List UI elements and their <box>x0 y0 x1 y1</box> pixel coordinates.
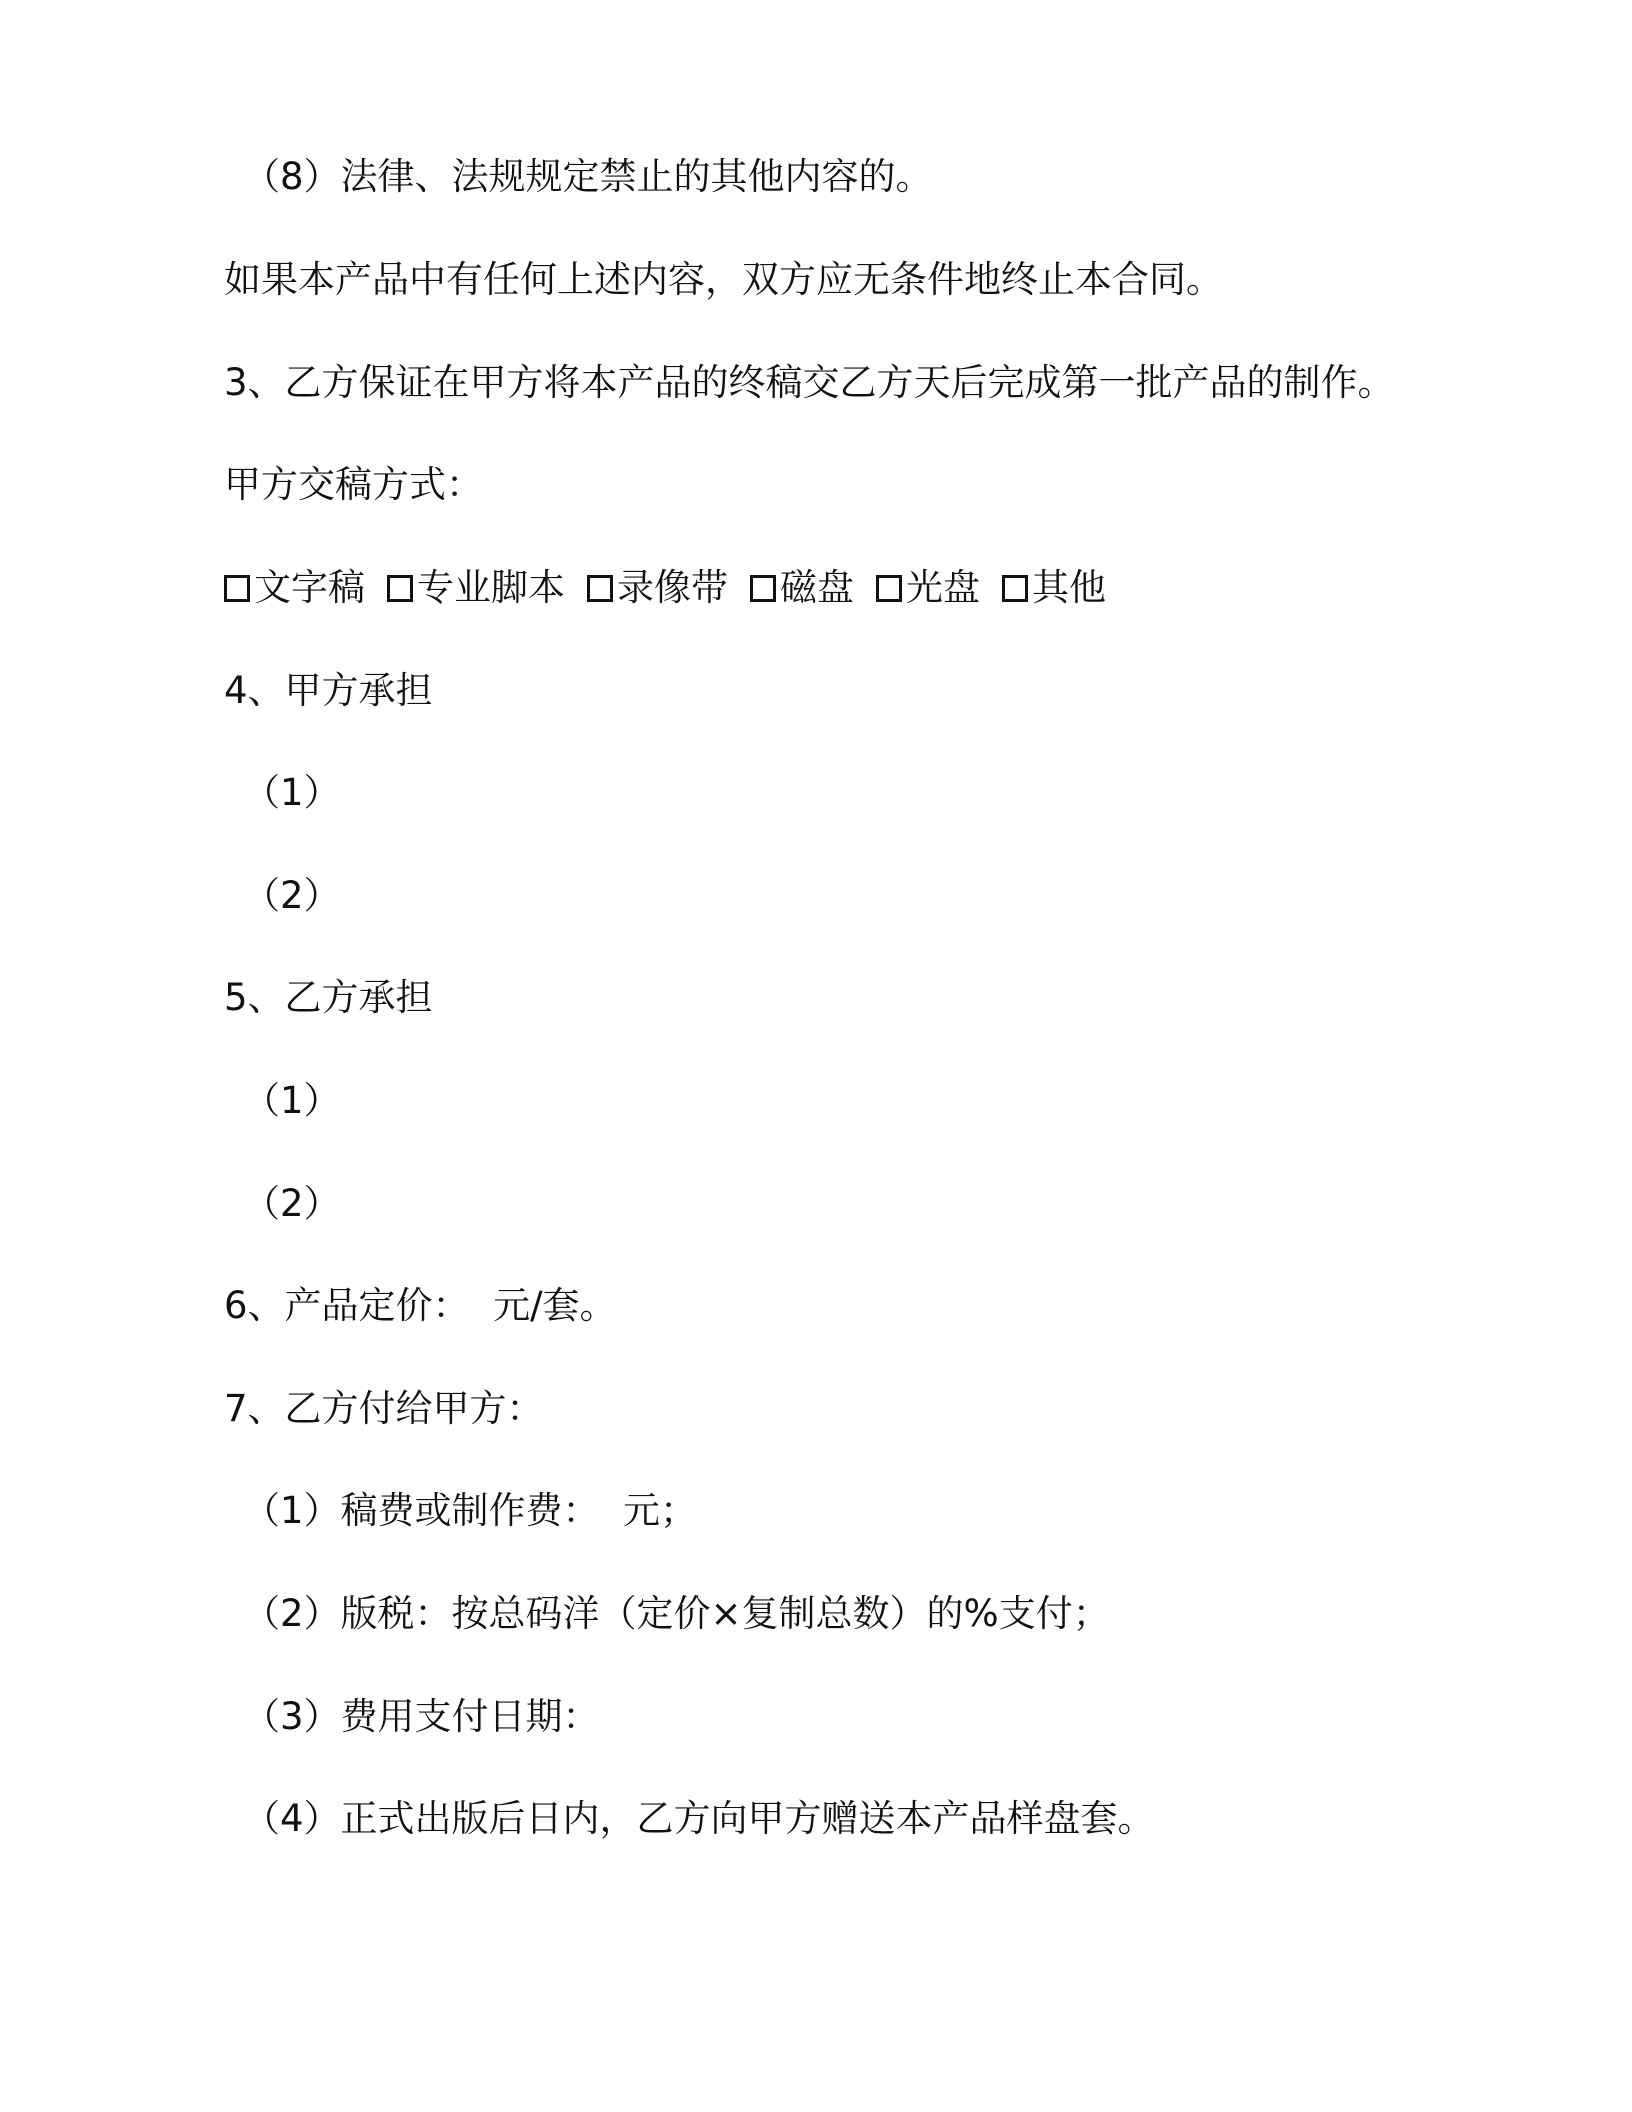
party-b-item-1: （1） <box>243 1079 341 1122</box>
option-label: 文字稿 <box>254 566 365 609</box>
option-other[interactable] <box>1002 563 1106 613</box>
payment-item-4: （4）正式出版后日内，乙方向甲方赠送本产品样盘套。 <box>243 1797 1155 1840</box>
option-professional-script[interactable] <box>387 563 565 613</box>
checkbox-icon[interactable] <box>1002 575 1028 602</box>
party-a-item-1: （1） <box>243 771 341 814</box>
option-cd[interactable] <box>876 563 980 613</box>
checkbox-icon[interactable] <box>876 575 902 602</box>
party-b-item-2: （2） <box>243 1182 341 1225</box>
checkbox-icon[interactable] <box>587 575 613 602</box>
submission-method-label: 甲方交稿方式： <box>224 463 483 506</box>
checkbox-icon[interactable] <box>387 575 413 602</box>
payment-heading: 7、乙方付给甲方： <box>224 1387 544 1430</box>
option-label: 专业脚本 <box>417 566 565 609</box>
option-label: 录像带 <box>617 566 728 609</box>
option-label: 光盘 <box>906 566 980 609</box>
payment-item-2: （2）版税：按总码洋（定价×复制总数）的%支付； <box>243 1592 1110 1635</box>
option-disk[interactable] <box>750 563 854 613</box>
option-videotape[interactable] <box>587 563 728 613</box>
pricing-line: 6、产品定价： 元/套。 <box>224 1284 617 1327</box>
option-label: 磁盘 <box>780 566 854 609</box>
payment-item-3: （3）费用支付日期： <box>243 1695 600 1738</box>
option-text-manuscript[interactable] <box>224 563 365 613</box>
payment-item-1: （1）稿费或制作费： 元； <box>243 1489 698 1532</box>
party-a-heading: 4、甲方承担 <box>224 669 433 712</box>
checkbox-icon[interactable] <box>224 575 250 602</box>
checkbox-icon[interactable] <box>750 575 776 602</box>
party-b-heading: 5、乙方承担 <box>224 976 433 1019</box>
option-label: 其他 <box>1032 566 1106 609</box>
party-a-item-2: （2） <box>243 874 341 917</box>
submission-options <box>224 563 1128 613</box>
clause-3-line: 3、乙方保证在甲方将本产品的终稿交乙方天后完成第一批产品的制作。 <box>224 361 1395 404</box>
termination-line: 如果本产品中有任何上述内容，双方应无条件地终止本合同。 <box>224 258 1223 301</box>
clause-8-line: （8）法律、法规规定禁止的其他内容的。 <box>243 155 933 198</box>
